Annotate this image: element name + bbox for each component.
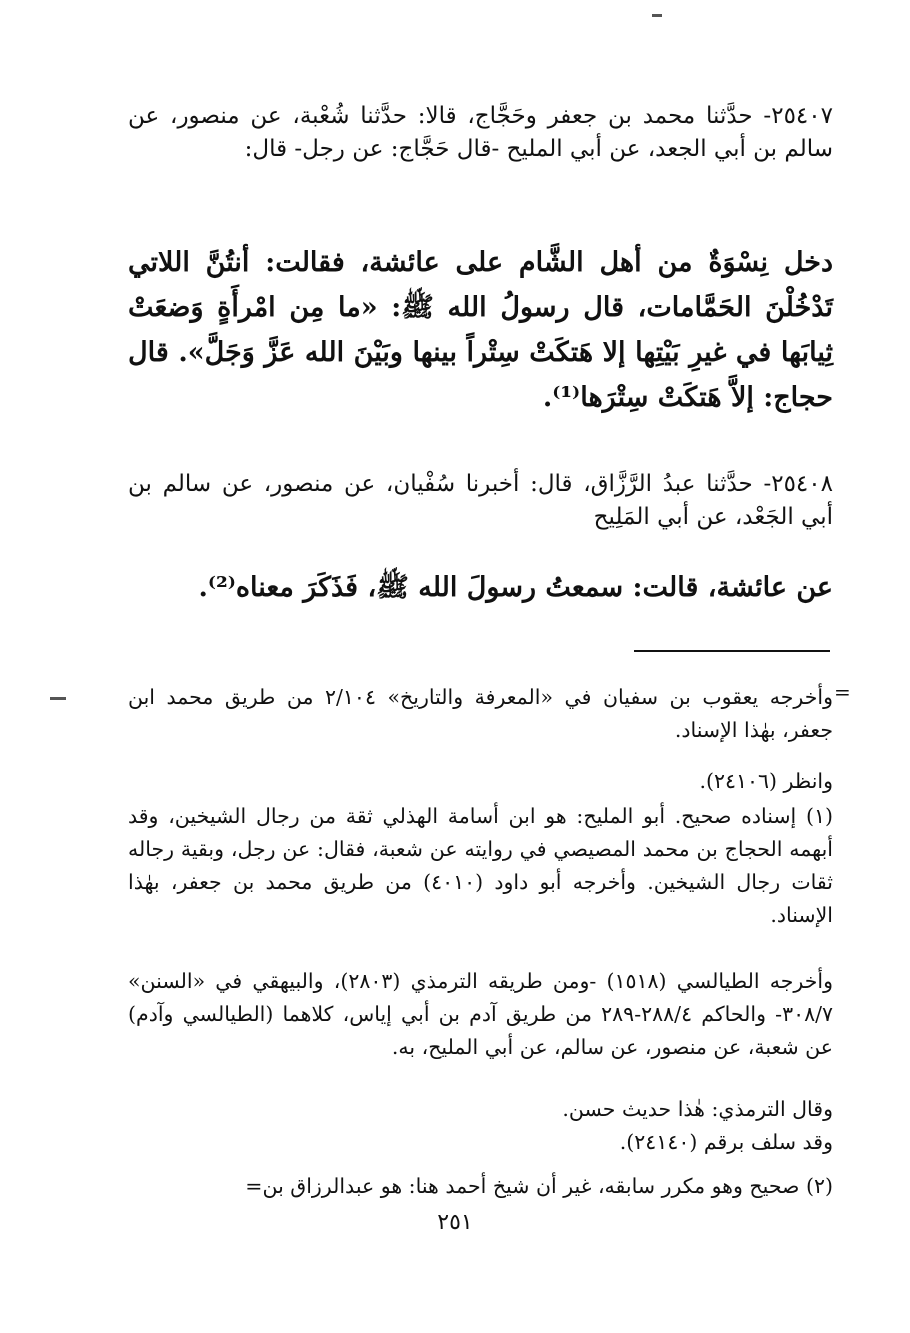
footnote-1-sources: وأخرجه الطيالسي (١٥١٨) -ومن طريقه الترمذي (٢٨٠٣)، والبيهقي في «السنن» ٣٠٨/٧- والحاكم ٢٨٨/٤-٢٨٩ من طريق آدم بن أبي إياس، كلاهما (الطيالسي وآدم) عن شعبة، عن منصور، عن سالم، عن أبي المليح، به. (128, 969, 834, 1059)
page-number: ٢٥١ (437, 1210, 473, 1235)
margin-mark (50, 697, 66, 700)
footnote-continued: وأخرجه يعقوب بن سفيان في «المعرفة والتاريخ» ٢/١٠٤ من طريق محمد ابن جعفر، بهٰذا الإسناد. (128, 685, 834, 742)
hadith-25408-matn: عن عائشة، قالت: سمعتُ رسولَ الله ﷺ، فَذَكَرَ معناه⁽²⁾. (198, 572, 833, 603)
footnote-1-reference: وقد سلف برقم (٢٤١٤٠). (619, 1130, 833, 1154)
hadith-25407-isnad: ٢٥٤٠٧- حدَّثنا محمد بن جعفر وحَجَّاج، قالا: حدَّثنا شُعْبة، عن منصور، عن سالم بن أبي الجعد، عن أبي المليح -قال حَجَّاج: عن رجل- قال: (128, 103, 833, 162)
footnote-1-tirmidhi: وقال الترمذي: هٰذا حديث حسن. (562, 1097, 833, 1121)
page-edge-mark (652, 14, 662, 17)
footnote-1: (١) إسناده صحيح. أبو المليح: هو ابن أسامة الهذلي ثقة من رجال الشيخين، وقد أبهمه الحجاج بن محمد المصيصي في روايته عن شعبة، فقال: عن رجل، وبقية رجاله ثقات رجال الشيخين. وأخرجه أبو داود (٤٠١٠) من طريق محمد بن جعفر، بهٰذا الإسناد. (128, 804, 833, 927)
hadith-25408-isnad: ٢٥٤٠٨- حدَّثنا عبدُ الرَّزَّاق، قال: أخبرنا سُفْيان، عن منصور، عن سالم بن أبي الجَعْد، عن أبي المَلِيح (128, 471, 833, 530)
hadith-25407-matn: دخل نِسْوَةٌ من أهل الشَّام على عائشة، فقالت: أنتُنَّ اللاتي تَدْخُلْنَ الحَمَّامات، قال رسولُ الله ﷺ: «ما مِن امْرأَةٍ وَضعَتْ ثِيابَها في غيرِ بَيْتِها إلا هَتكَتْ سِتْراً بينها وبَيْنَ الله عَزَّ وَجَلَّ». قال حجاج: إلاَّ هَتكَتْ سِتْرَها⁽¹⁾. (128, 247, 833, 413)
footnote-divider (634, 650, 830, 652)
footnote-2: (٢) صحيح وهو مكرر سابقه، غير أن شيخ أحمد هنا: هو عبدالرزاق بن= (245, 1174, 833, 1198)
footnote-continuation-mark: = (834, 680, 851, 704)
footnote-see-also: وانظر (٢٤١٠٦). (699, 769, 833, 793)
